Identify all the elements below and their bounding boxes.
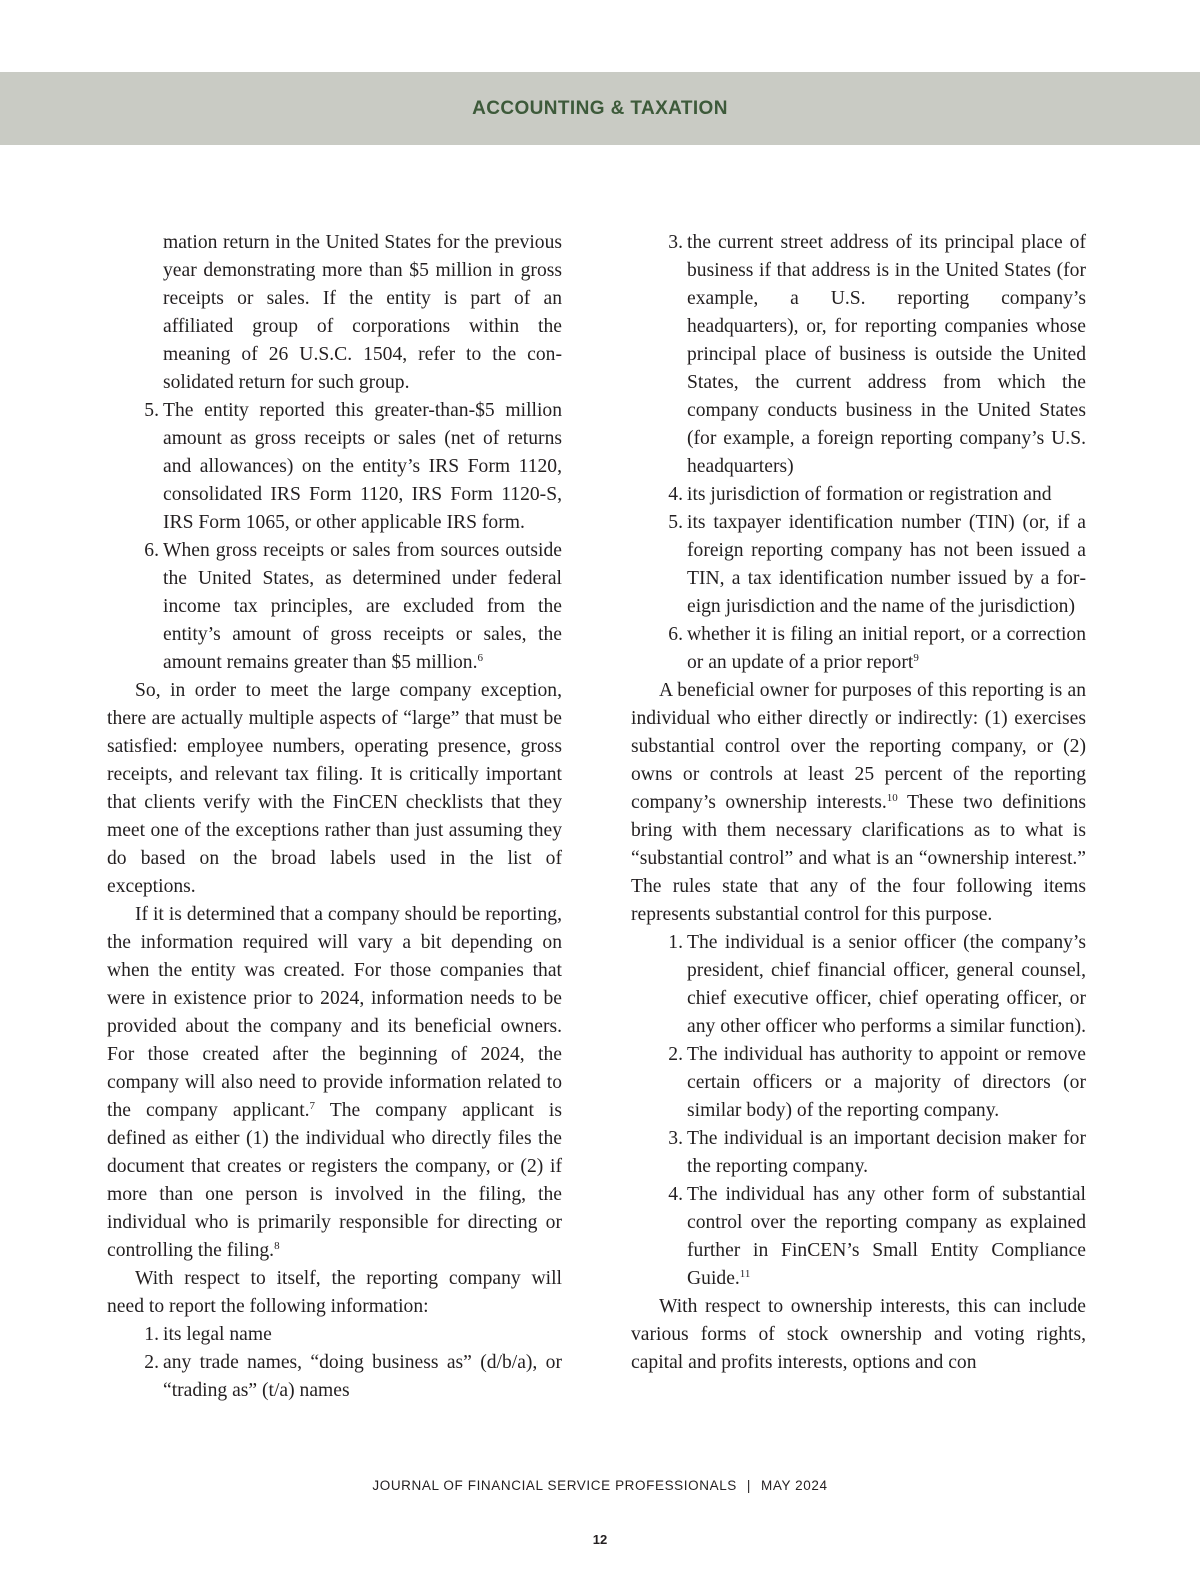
list-item — [107, 1349, 562, 1405]
paragraph-text: These two definitions bring with them necessary clarifications as to what is “substantial control” and what is an “ownership interest.” The rules state that any of the four following items represents substantial control for this purpose. — [631, 792, 1086, 925]
list-item-number: 2. — [144, 1352, 159, 1373]
exemption-list — [107, 397, 562, 677]
list-item-text: any trade names, “doing business as” (d/b/a), or “trading as” (t/a) names — [163, 1352, 562, 1401]
list-item-number: 1. — [668, 932, 683, 953]
footnote-ref: 7 — [309, 1100, 316, 1112]
body-paragraph: With respect to itself, the reporting company will need to report the following information: — [107, 1268, 562, 1317]
journal-name: JOURNAL OF FINANCIAL SERVICE PROFESSIONALS — [372, 1478, 737, 1493]
list-item — [631, 1125, 1086, 1181]
list-item-number: 6. — [144, 540, 159, 561]
list-item-text: The entity reported this greater-than-$5 million amount as gross receipts or sales (net of returns and allowances) on the entity’s IRS Form 1120, consolidated IRS Form 1120, IRS Form 1120-S, IRS Form 1065, or other applicable IRS form. — [163, 400, 562, 533]
continued-list-item: mation return in the United States for the previous year demonstrating more than $5 million in gross receipts or sales. If the entity is part of an affiliated group of corporations within the meaning of 26 U.S.C. 1504, refer to the consolidated return for such group. — [163, 232, 562, 393]
list-item-text: its jurisdiction of formation or registration and — [687, 484, 1052, 505]
substantial-control-list — [631, 929, 1086, 1293]
right-column — [631, 229, 1086, 1377]
footnote-ref: 8 — [274, 1240, 280, 1252]
list-item-number: 6. — [668, 624, 683, 645]
list-item-text: The individual has any other form of substantial control over the reporting company as explained further in FinCEN’s Small Entity Compliance Guide. — [687, 1184, 1086, 1289]
list-item-text: The individual is a senior officer (the company’s president, chief financial officer, general counsel, chief executive officer, chief operating officer, or any other officer who performs a similar function). — [687, 932, 1087, 1037]
list-item-text: its taxpayer identification number (TIN) (or, if a foreign reporting company has not been issued a TIN, a tax identification number issued by a foreign jurisdiction and the name of the jurisdiction) — [687, 512, 1086, 617]
list-item — [107, 1321, 562, 1349]
list-item-text: The individual has authority to appoint or remove certain officers or a majority of directors (or similar body) of the reporting company. — [687, 1044, 1086, 1121]
list-item-text: The individual is an important decision maker for the reporting company. — [687, 1128, 1086, 1177]
footer-separator: | — [746, 1478, 752, 1493]
body-paragraph: With respect to ownership interests, this can include various forms of stock ownership and voting rights, capital and profits interests, options and con — [631, 1296, 1086, 1373]
list-item-number: 4. — [668, 1184, 683, 1205]
paragraph-text: A beneficial owner for purposes of this reporting is an individual who either directly or indirectly: (1) exercises substantial control over the reporting company, or (2) owns or controls at least 25 percent of the reporting company’s ownership interests. — [631, 680, 1086, 813]
body-paragraph — [107, 901, 562, 1265]
list-item-text: the current street address of its principal place of business if that address is in the United States (for example, a U.S. reporting company’s headquarters), or, for reporting companies whose principal place of business is outside the United States, the current address from which the company conducts business in the United States (for example, a foreign reporting company’s U.S. headquarters) — [687, 232, 1086, 477]
list-item — [631, 1181, 1086, 1293]
list-item — [631, 929, 1086, 1041]
list-item — [631, 621, 1086, 677]
paragraph-text: If it is determined that a company should be reporting, the information required will vary a bit depending on when the entity was created. For those companies that were in existence prior to 2024, information needs to be provided about the company and its beneficial owners. For those created after the beginning of 2024, the company will also need to provide information related to the company applicant. — [107, 904, 562, 1121]
page-number: 12 — [592, 1532, 608, 1547]
list-item-number: 1. — [144, 1324, 159, 1345]
list-item-number: 4. — [668, 484, 683, 505]
body-paragraph: So, in order to meet the large company exception, there are actually multiple aspects of “large” that must be satisfied: employee numbers, operating presence, gross receipts, and relevant tax filing. It is critically important that clients verify with the FinCEN checklists that they meet one of the exceptions rather than just assuming they do based on the broad labels used in the list of exceptions. — [107, 680, 562, 897]
paragraph-text: The company applicant is defined as either (1) the individual who directly files the document that creates or registers the company, or (2) if more than one person is involved in the filing, the individual who is primarily responsible for directing or controlling the filing. — [107, 1100, 562, 1261]
list-item — [631, 229, 1086, 481]
left-column — [107, 229, 562, 1405]
list-item — [631, 1041, 1086, 1125]
issue-date: MAY 2024 — [761, 1478, 828, 1493]
footnote-ref: 9 — [913, 652, 919, 664]
list-item — [631, 481, 1086, 509]
list-item-text: its legal name — [163, 1324, 272, 1345]
footnote-ref: 10 — [886, 792, 898, 804]
company-info-list — [107, 1321, 562, 1405]
list-item-number: 5. — [668, 512, 683, 533]
section-title: ACCOUNTING & TAXATION — [472, 97, 728, 119]
list-item-text: When gross receipts or sales from sources outside the United States, as determined under federal income tax principles, are excluded from the entity’s amount of gross receipts or sales, the amount remains greater than $5 million. — [163, 540, 562, 673]
company-info-list-continued — [631, 229, 1086, 677]
list-item-number: 2. — [668, 1044, 683, 1065]
list-item-number: 5. — [144, 400, 159, 421]
section-header-band — [0, 72, 1200, 145]
list-item — [107, 537, 562, 677]
body-paragraph — [631, 677, 1086, 929]
footnote-ref: 11 — [739, 1268, 751, 1280]
list-item — [631, 509, 1086, 621]
footnote-ref: 6 — [477, 652, 484, 664]
page-footer — [0, 1478, 1200, 1493]
list-item-number: 3. — [668, 1128, 683, 1149]
list-item — [107, 397, 562, 537]
list-item-text: whether it is filing an initial report, or a correction or an update of a prior report — [687, 624, 1086, 673]
list-item-number: 3. — [668, 232, 683, 253]
